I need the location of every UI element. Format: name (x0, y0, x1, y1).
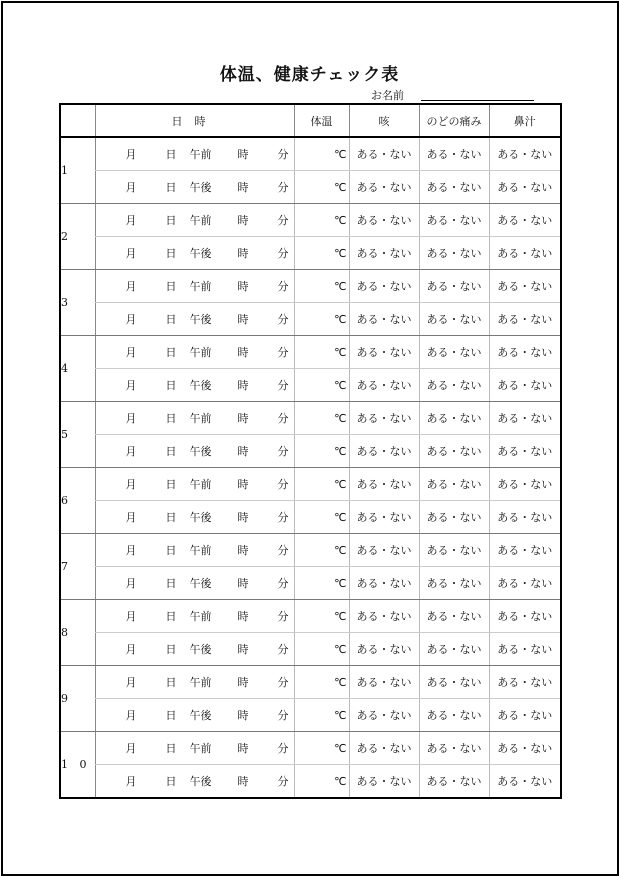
month-label: 月 (125, 610, 137, 623)
health-check-table (59, 103, 562, 799)
pm-label: 午後 (189, 775, 212, 788)
cough-cell[interactable]: ある・ない (349, 468, 419, 501)
hour-label: 時 (237, 181, 249, 194)
table-row (60, 765, 561, 799)
row-number: 4 (60, 336, 95, 402)
datetime-cell[interactable] (95, 567, 294, 600)
minute-label: 分 (277, 643, 289, 656)
minute-label: 分 (277, 445, 289, 458)
sore-throat-cell[interactable]: ある・ない (419, 765, 489, 799)
cough-cell[interactable]: ある・ない (349, 270, 419, 303)
month-label: 月 (125, 709, 137, 722)
table-row (60, 699, 561, 732)
cough-cell[interactable]: ある・ない (349, 765, 419, 799)
cough-cell[interactable]: ある・ない (349, 501, 419, 534)
am-label: 午前 (189, 214, 212, 227)
day-label: 日 (165, 709, 177, 722)
datetime-cell[interactable] (95, 137, 294, 171)
cough-cell[interactable]: ある・ない (349, 171, 419, 204)
temperature-cell[interactable]: ℃ (294, 402, 349, 435)
table-row (60, 369, 561, 402)
sore-throat-cell[interactable]: ある・ない (419, 633, 489, 666)
table-row (60, 237, 561, 270)
datetime-cell[interactable] (95, 633, 294, 666)
pm-label: 午後 (189, 379, 212, 392)
temperature-cell[interactable]: ℃ (294, 137, 349, 171)
pm-label: 午後 (189, 313, 212, 326)
cough-cell[interactable]: ある・ない (349, 336, 419, 369)
sore-throat-cell[interactable]: ある・ない (419, 303, 489, 336)
pm-label: 午後 (189, 511, 212, 524)
sore-throat-cell[interactable]: ある・ない (419, 237, 489, 270)
table-row (60, 732, 561, 765)
am-label: 午前 (189, 280, 212, 293)
datetime-cell[interactable] (95, 237, 294, 270)
sore-throat-cell[interactable]: ある・ない (419, 402, 489, 435)
row-number: 7 (60, 534, 95, 600)
hour-label: 時 (237, 742, 249, 755)
hour-label: 時 (237, 445, 249, 458)
cough-cell[interactable]: ある・ない (349, 633, 419, 666)
temperature-cell[interactable]: ℃ (294, 534, 349, 567)
month-label: 月 (125, 445, 137, 458)
sore-throat-cell[interactable]: ある・ない (419, 501, 489, 534)
runny-nose-cell[interactable]: ある・ない (489, 336, 561, 369)
am-label: 午前 (189, 478, 212, 491)
hour-label: 時 (237, 148, 249, 161)
temperature-cell[interactable]: ℃ (294, 204, 349, 237)
table-row (60, 666, 561, 699)
minute-label: 分 (277, 577, 289, 590)
table-row (60, 303, 561, 336)
header-row (60, 104, 561, 137)
sore-throat-cell[interactable]: ある・ない (419, 732, 489, 765)
row-number: 2 (60, 204, 95, 270)
month-label: 月 (125, 280, 137, 293)
runny-nose-cell[interactable]: ある・ない (489, 303, 561, 336)
header-cough: 咳 (349, 104, 419, 137)
table-body (60, 137, 561, 798)
minute-label: 分 (277, 214, 289, 227)
am-label: 午前 (189, 742, 212, 755)
sore-throat-cell[interactable]: ある・ない (419, 435, 489, 468)
day-label: 日 (165, 544, 177, 557)
temperature-cell[interactable]: ℃ (294, 600, 349, 633)
cough-cell[interactable]: ある・ない (349, 237, 419, 270)
day-label: 日 (165, 181, 177, 194)
table-row (60, 336, 561, 369)
day-label: 日 (165, 445, 177, 458)
day-label: 日 (165, 478, 177, 491)
row-number: 5 (60, 402, 95, 468)
cough-cell[interactable]: ある・ない (349, 137, 419, 171)
minute-label: 分 (277, 181, 289, 194)
minute-label: 分 (277, 709, 289, 722)
minute-label: 分 (277, 313, 289, 326)
month-label: 月 (125, 181, 137, 194)
day-label: 日 (165, 313, 177, 326)
month-label: 月 (125, 742, 137, 755)
minute-label: 分 (277, 775, 289, 788)
datetime-cell[interactable] (95, 732, 294, 765)
day-label: 日 (165, 148, 177, 161)
day-label: 日 (165, 577, 177, 590)
day-label: 日 (165, 676, 177, 689)
day-label: 日 (165, 247, 177, 260)
runny-nose-cell[interactable]: ある・ない (489, 137, 561, 171)
runny-nose-cell[interactable]: ある・ない (489, 402, 561, 435)
datetime-cell[interactable] (95, 600, 294, 633)
pm-label: 午後 (189, 247, 212, 260)
runny-nose-cell[interactable]: ある・ない (489, 534, 561, 567)
minute-label: 分 (277, 511, 289, 524)
cough-cell[interactable]: ある・ない (349, 204, 419, 237)
cough-cell[interactable]: ある・ない (349, 534, 419, 567)
month-label: 月 (125, 511, 137, 524)
hour-label: 時 (237, 610, 249, 623)
datetime-cell[interactable] (95, 369, 294, 402)
hour-label: 時 (237, 313, 249, 326)
pm-label: 午後 (189, 445, 212, 458)
minute-label: 分 (277, 544, 289, 557)
row-number: 6 (60, 468, 95, 534)
am-label: 午前 (189, 412, 212, 425)
temperature-cell[interactable]: ℃ (294, 237, 349, 270)
minute-label: 分 (277, 676, 289, 689)
hour-label: 時 (237, 280, 249, 293)
month-label: 月 (125, 379, 137, 392)
runny-nose-cell[interactable]: ある・ない (489, 501, 561, 534)
month-label: 月 (125, 148, 137, 161)
row-number: 9 (60, 666, 95, 732)
hour-label: 時 (237, 709, 249, 722)
cough-cell[interactable]: ある・ない (349, 600, 419, 633)
runny-nose-cell[interactable]: ある・ない (489, 600, 561, 633)
month-label: 月 (125, 313, 137, 326)
datetime-cell[interactable] (95, 468, 294, 501)
hour-label: 時 (237, 544, 249, 557)
name-input-line[interactable] (421, 99, 534, 101)
cough-cell[interactable]: ある・ない (349, 699, 419, 732)
sore-throat-cell[interactable]: ある・ない (419, 567, 489, 600)
am-label: 午前 (189, 544, 212, 557)
datetime-cell[interactable] (95, 204, 294, 237)
temperature-cell[interactable]: ℃ (294, 765, 349, 799)
runny-nose-cell[interactable]: ある・ない (489, 567, 561, 600)
hour-label: 時 (237, 412, 249, 425)
day-label: 日 (165, 643, 177, 656)
runny-nose-cell[interactable]: ある・ない (489, 699, 561, 732)
minute-label: 分 (277, 280, 289, 293)
day-label: 日 (165, 610, 177, 623)
minute-label: 分 (277, 742, 289, 755)
hour-label: 時 (237, 643, 249, 656)
runny-nose-cell[interactable]: ある・ない (489, 435, 561, 468)
header-temperature: 体温 (294, 104, 349, 137)
temperature-cell[interactable]: ℃ (294, 270, 349, 303)
temperature-cell[interactable]: ℃ (294, 303, 349, 336)
cough-cell[interactable]: ある・ない (349, 666, 419, 699)
hour-label: 時 (237, 379, 249, 392)
header-number (60, 104, 95, 137)
month-label: 月 (125, 676, 137, 689)
sore-throat-cell[interactable]: ある・ない (419, 171, 489, 204)
day-label: 日 (165, 379, 177, 392)
datetime-cell[interactable] (95, 699, 294, 732)
runny-nose-cell[interactable]: ある・ない (489, 666, 561, 699)
runny-nose-cell[interactable]: ある・ない (489, 204, 561, 237)
runny-nose-cell[interactable]: ある・ない (489, 237, 561, 270)
table-row (60, 633, 561, 666)
minute-label: 分 (277, 148, 289, 161)
minute-label: 分 (277, 478, 289, 491)
am-label: 午前 (189, 148, 212, 161)
month-label: 月 (125, 346, 137, 359)
datetime-cell[interactable] (95, 501, 294, 534)
datetime-cell[interactable] (95, 171, 294, 204)
day-label: 日 (165, 412, 177, 425)
table-row (60, 204, 561, 237)
table-row (60, 600, 561, 633)
datetime-cell[interactable] (95, 336, 294, 369)
header-datetime: 日時 (95, 104, 294, 137)
pm-label: 午後 (189, 181, 212, 194)
month-label: 月 (125, 577, 137, 590)
month-label: 月 (125, 247, 137, 260)
hour-label: 時 (237, 346, 249, 359)
sore-throat-cell[interactable]: ある・ない (419, 468, 489, 501)
cough-cell[interactable]: ある・ない (349, 303, 419, 336)
sore-throat-cell[interactable]: ある・ない (419, 137, 489, 171)
minute-label: 分 (277, 610, 289, 623)
datetime-cell[interactable] (95, 435, 294, 468)
month-label: 月 (125, 214, 137, 227)
hour-label: 時 (237, 511, 249, 524)
runny-nose-cell[interactable]: ある・ない (489, 732, 561, 765)
month-label: 月 (125, 478, 137, 491)
header-runny-nose: 鼻汁 (489, 104, 561, 137)
row-number: 8 (60, 600, 95, 666)
sore-throat-cell[interactable]: ある・ない (419, 534, 489, 567)
minute-label: 分 (277, 247, 289, 260)
am-label: 午前 (189, 346, 212, 359)
temperature-cell[interactable]: ℃ (294, 666, 349, 699)
table-row (60, 501, 561, 534)
temperature-cell[interactable]: ℃ (294, 501, 349, 534)
day-label: 日 (165, 346, 177, 359)
runny-nose-cell[interactable]: ある・ない (489, 765, 561, 799)
day-label: 日 (165, 511, 177, 524)
sore-throat-cell[interactable]: ある・ない (419, 204, 489, 237)
month-label: 月 (125, 412, 137, 425)
datetime-cell[interactable] (95, 270, 294, 303)
row-number: 1 0 (60, 732, 95, 799)
hour-label: 時 (237, 775, 249, 788)
minute-label: 分 (277, 412, 289, 425)
day-label: 日 (165, 775, 177, 788)
temperature-cell[interactable]: ℃ (294, 732, 349, 765)
hour-label: 時 (237, 214, 249, 227)
month-label: 月 (125, 544, 137, 557)
hour-label: 時 (237, 676, 249, 689)
runny-nose-cell[interactable]: ある・ない (489, 468, 561, 501)
minute-label: 分 (277, 379, 289, 392)
table-row (60, 468, 561, 501)
day-label: 日 (165, 214, 177, 227)
am-label: 午前 (189, 676, 212, 689)
temperature-cell[interactable]: ℃ (294, 633, 349, 666)
cough-cell[interactable]: ある・ない (349, 732, 419, 765)
row-number: 1 (60, 137, 95, 204)
datetime-cell[interactable] (95, 402, 294, 435)
runny-nose-cell[interactable]: ある・ない (489, 171, 561, 204)
temperature-cell[interactable]: ℃ (294, 567, 349, 600)
hour-label: 時 (237, 577, 249, 590)
cough-cell[interactable]: ある・ない (349, 369, 419, 402)
runny-nose-cell[interactable]: ある・ない (489, 369, 561, 402)
day-label: 日 (165, 280, 177, 293)
table-row (60, 137, 561, 171)
minute-label: 分 (277, 346, 289, 359)
pm-label: 午後 (189, 577, 212, 590)
table-row (60, 534, 561, 567)
hour-label: 時 (237, 478, 249, 491)
pm-label: 午後 (189, 709, 212, 722)
page-title: 体温、健康チェック表 (219, 65, 400, 85)
datetime-cell[interactable] (95, 534, 294, 567)
table-row (60, 567, 561, 600)
table-row (60, 171, 561, 204)
temperature-cell[interactable]: ℃ (294, 171, 349, 204)
month-label: 月 (125, 775, 137, 788)
runny-nose-cell[interactable]: ある・ない (489, 633, 561, 666)
temperature-cell[interactable]: ℃ (294, 336, 349, 369)
name-label: お名前 (371, 89, 404, 102)
temperature-cell[interactable]: ℃ (294, 369, 349, 402)
row-number: 3 (60, 270, 95, 336)
temperature-cell[interactable]: ℃ (294, 468, 349, 501)
table-row (60, 402, 561, 435)
cough-cell[interactable]: ある・ない (349, 402, 419, 435)
cough-cell[interactable]: ある・ない (349, 435, 419, 468)
sore-throat-cell[interactable]: ある・ない (419, 600, 489, 633)
table-row (60, 270, 561, 303)
am-label: 午前 (189, 610, 212, 623)
sore-throat-cell[interactable]: ある・ない (419, 369, 489, 402)
month-label: 月 (125, 643, 137, 656)
sore-throat-cell[interactable]: ある・ない (419, 336, 489, 369)
sore-throat-cell[interactable]: ある・ない (419, 666, 489, 699)
datetime-cell[interactable] (95, 666, 294, 699)
hour-label: 時 (237, 247, 249, 260)
table-row (60, 435, 561, 468)
temperature-cell[interactable]: ℃ (294, 699, 349, 732)
datetime-cell[interactable] (95, 765, 294, 799)
cough-cell[interactable]: ある・ない (349, 567, 419, 600)
temperature-cell[interactable]: ℃ (294, 435, 349, 468)
day-label: 日 (165, 742, 177, 755)
header-sore-throat: のどの痛み (419, 104, 489, 137)
pm-label: 午後 (189, 643, 212, 656)
runny-nose-cell[interactable]: ある・ない (489, 270, 561, 303)
sore-throat-cell[interactable]: ある・ない (419, 270, 489, 303)
sore-throat-cell[interactable]: ある・ない (419, 699, 489, 732)
datetime-cell[interactable] (95, 303, 294, 336)
